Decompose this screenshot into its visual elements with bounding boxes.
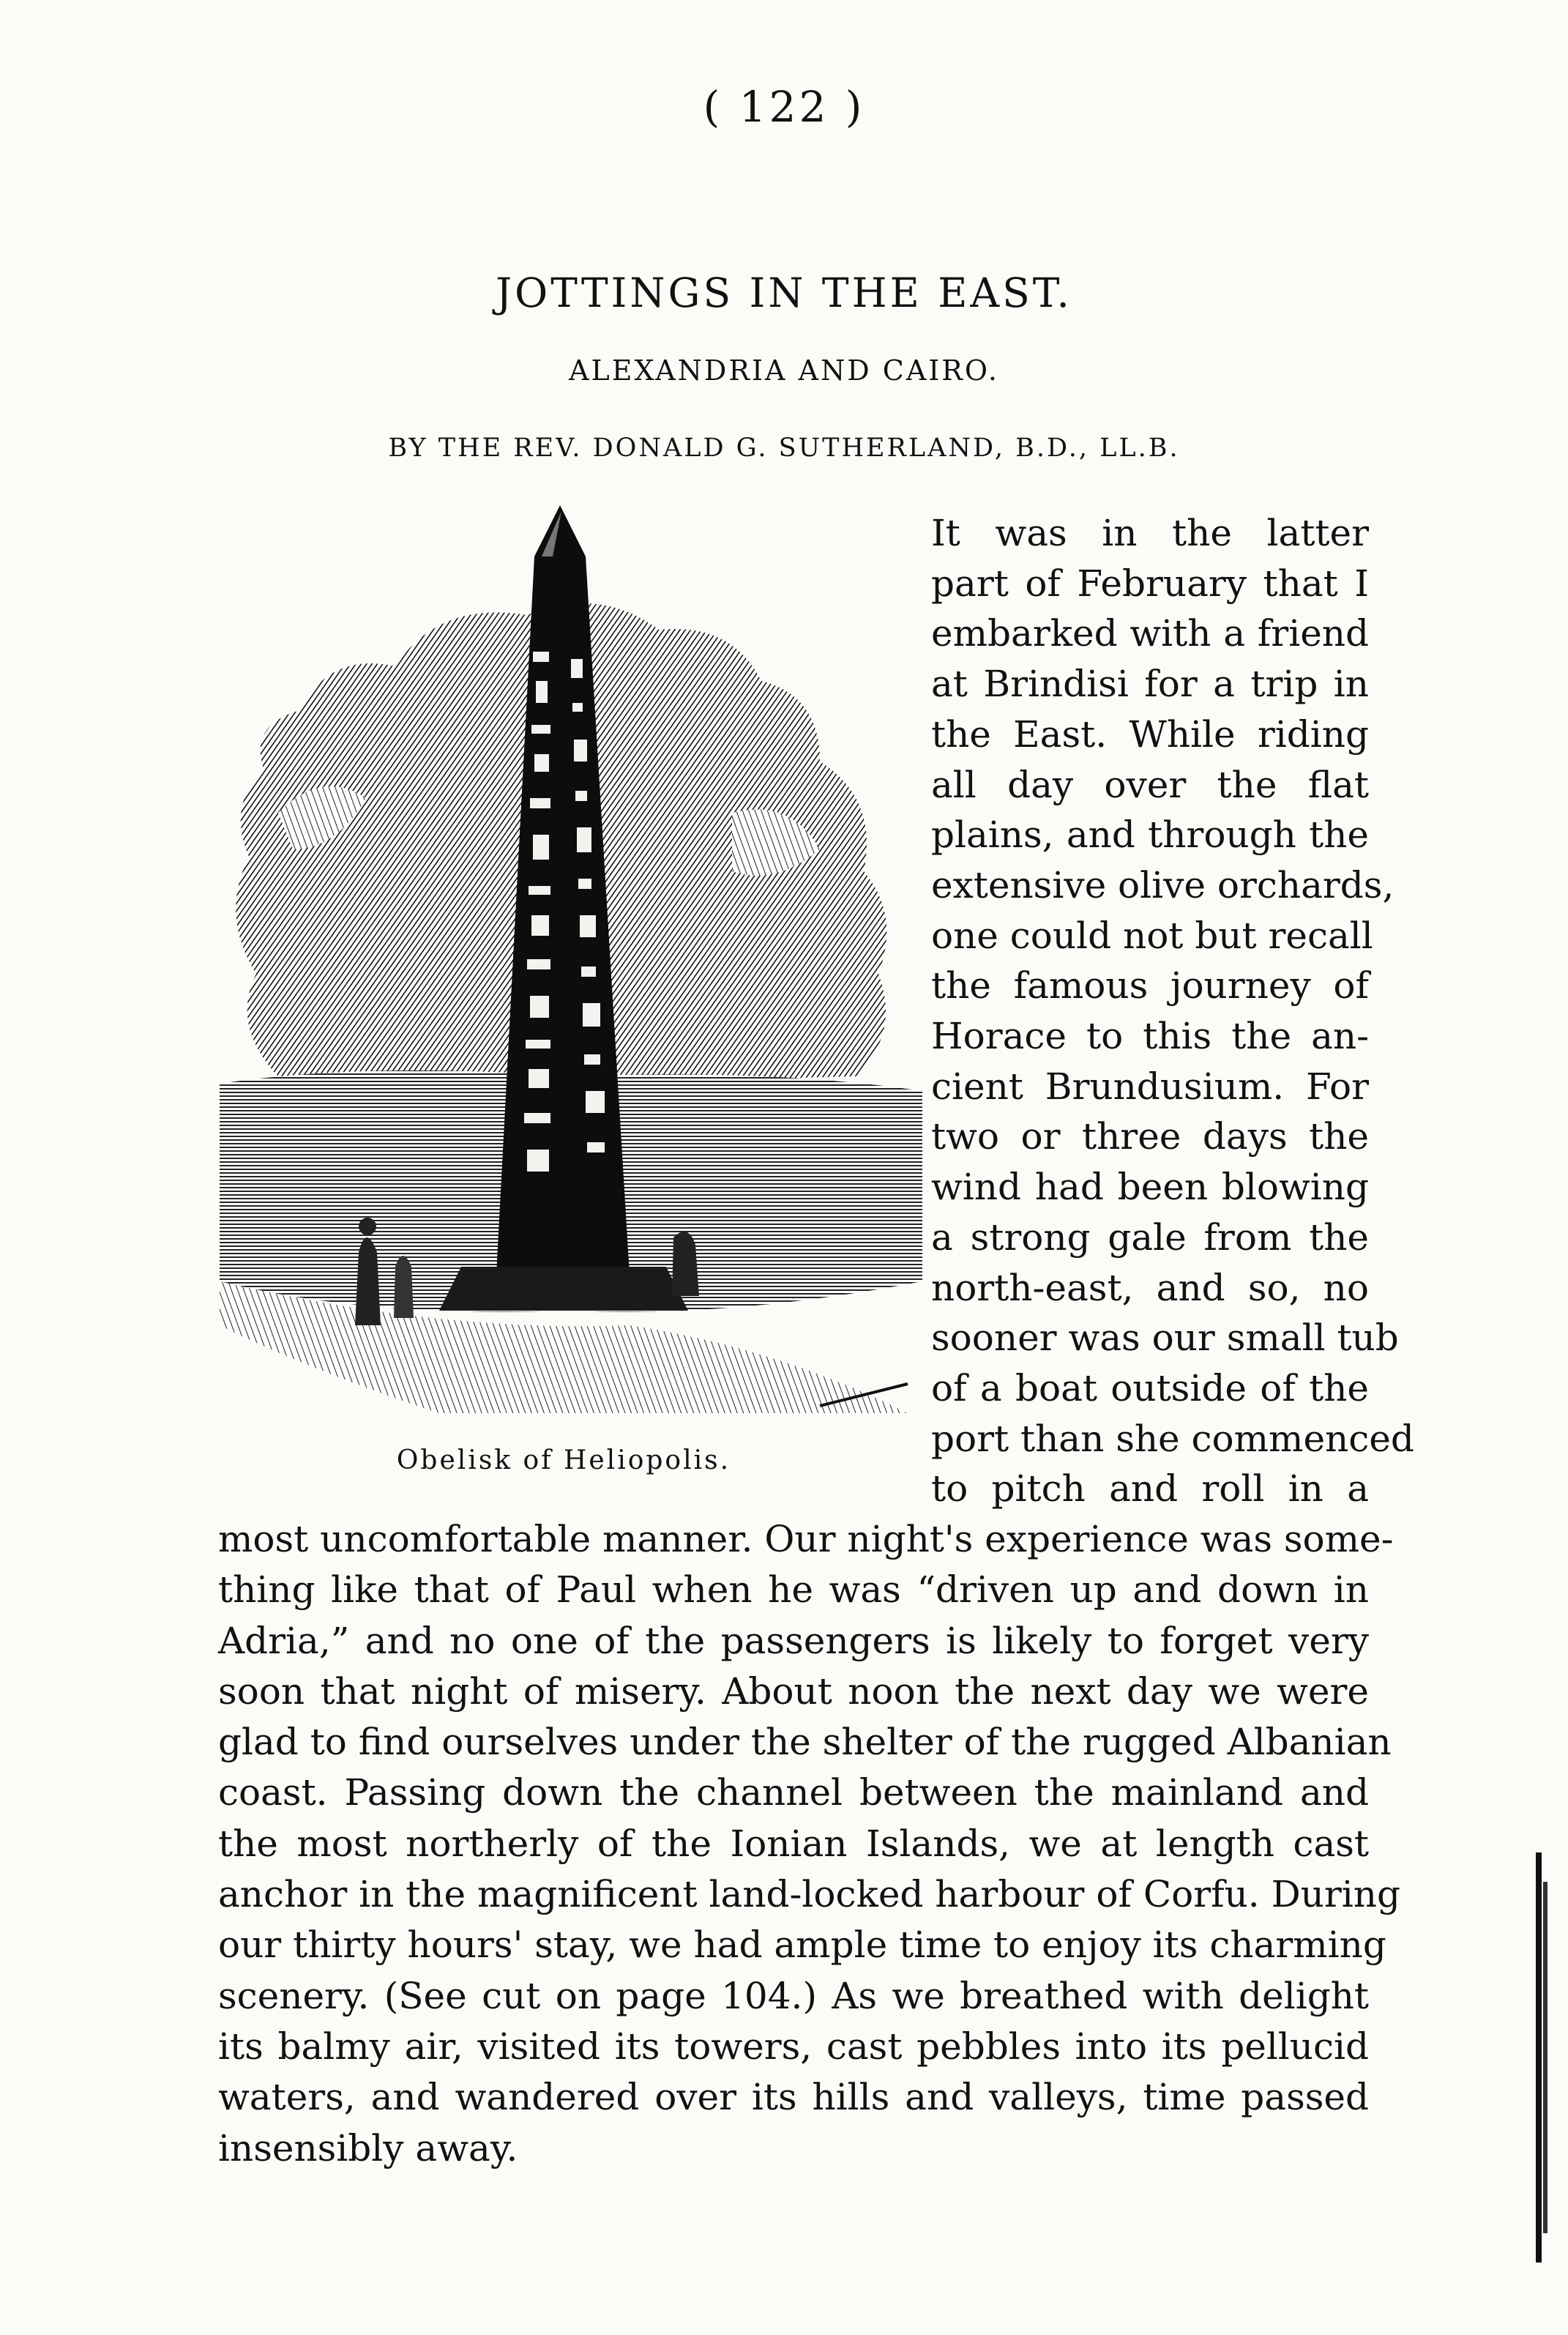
side-text-line: to pitch and roll in a	[931, 1467, 1369, 1511]
side-text-line: part of February that I	[931, 562, 1369, 605]
side-text-line: port than she commenced	[931, 1417, 1414, 1460]
side-text-line: two or three days the	[931, 1115, 1369, 1158]
body-text-line: its balmy air, visited its towers, cast pebbles into its pellucid	[218, 2025, 1369, 2068]
side-text-line: the East. While riding	[931, 712, 1369, 756]
body-text-line: our thirty hours' stay, we had ample time to enjoy its charming	[218, 1924, 1386, 1967]
body-text-line: soon that night of misery. About noon the next day we were	[218, 1669, 1369, 1713]
side-text-line: all day over the flat	[931, 763, 1369, 806]
body-text-line: anchor in the magnificent land-locked harbour of Corfu. During	[218, 1873, 1400, 1916]
side-text-line: the famous journey of	[931, 964, 1369, 1008]
figure-caption: Obelisk of Heliopolis.	[396, 1445, 731, 1475]
side-text-line: cient Brundusium. For	[931, 1065, 1369, 1108]
side-text-line: It was in the latter	[931, 512, 1369, 554]
side-text-line: plains, and through the	[931, 813, 1369, 857]
side-text-line: north-east, and so, no	[931, 1266, 1369, 1309]
side-text-line: Horace to this the an-	[931, 1015, 1369, 1058]
author-byline: BY THE REV. DONALD G. SUTHERLAND, B.D., LL.B.	[388, 433, 1180, 463]
body-text-line: insensibly away.	[218, 2126, 518, 2170]
body-text-line: the most northerly of the Ionian Islands, we at length cast	[218, 1822, 1369, 1865]
side-text-line: extensive olive orchards,	[931, 863, 1395, 906]
body-text-line: scenery. (See cut on page 104.) As we breathed with delight	[218, 1974, 1369, 2017]
obelisk-engraving	[220, 505, 922, 1450]
side-text-line: one could not but recall	[931, 914, 1373, 957]
body-text-line: glad to find ourselves under the shelter of the rugged Albanian	[218, 1721, 1392, 1764]
body-text	[218, 1514, 1400, 2174]
body-text-line: most uncomfortable manner. Our night's experience was some-	[218, 1518, 1394, 1560]
page-number: ( 122 )	[703, 82, 865, 132]
body-text-line: Adria,” and no one of the passengers is likely to forget very	[218, 1619, 1369, 1662]
body-text-line: coast. Passing down the channel between the mainland and	[218, 1771, 1369, 1814]
scan-edge-artifact	[1530, 1852, 1550, 2263]
article-title: JOTTINGS IN THE EAST.	[496, 269, 1072, 316]
side-text-line: sooner was our small tub	[931, 1317, 1399, 1360]
side-text-line: wind had been blowing	[931, 1166, 1369, 1209]
body-text-line: waters, and wandered over its hills and valleys, time passed	[218, 2076, 1369, 2119]
side-text-line: at Brindisi for a trip in	[931, 663, 1369, 706]
body-text-line: thing like that of Paul when he was “driven up and down in	[218, 1568, 1369, 1612]
article-subtitle: ALEXANDRIA AND CAIRO.	[569, 354, 999, 387]
side-text-line: a strong gale from the	[931, 1215, 1369, 1259]
side-text-line: of a boat outside of the	[931, 1366, 1369, 1409]
side-column-text	[931, 508, 1414, 1514]
side-text-line: embarked with a friend	[931, 612, 1369, 655]
